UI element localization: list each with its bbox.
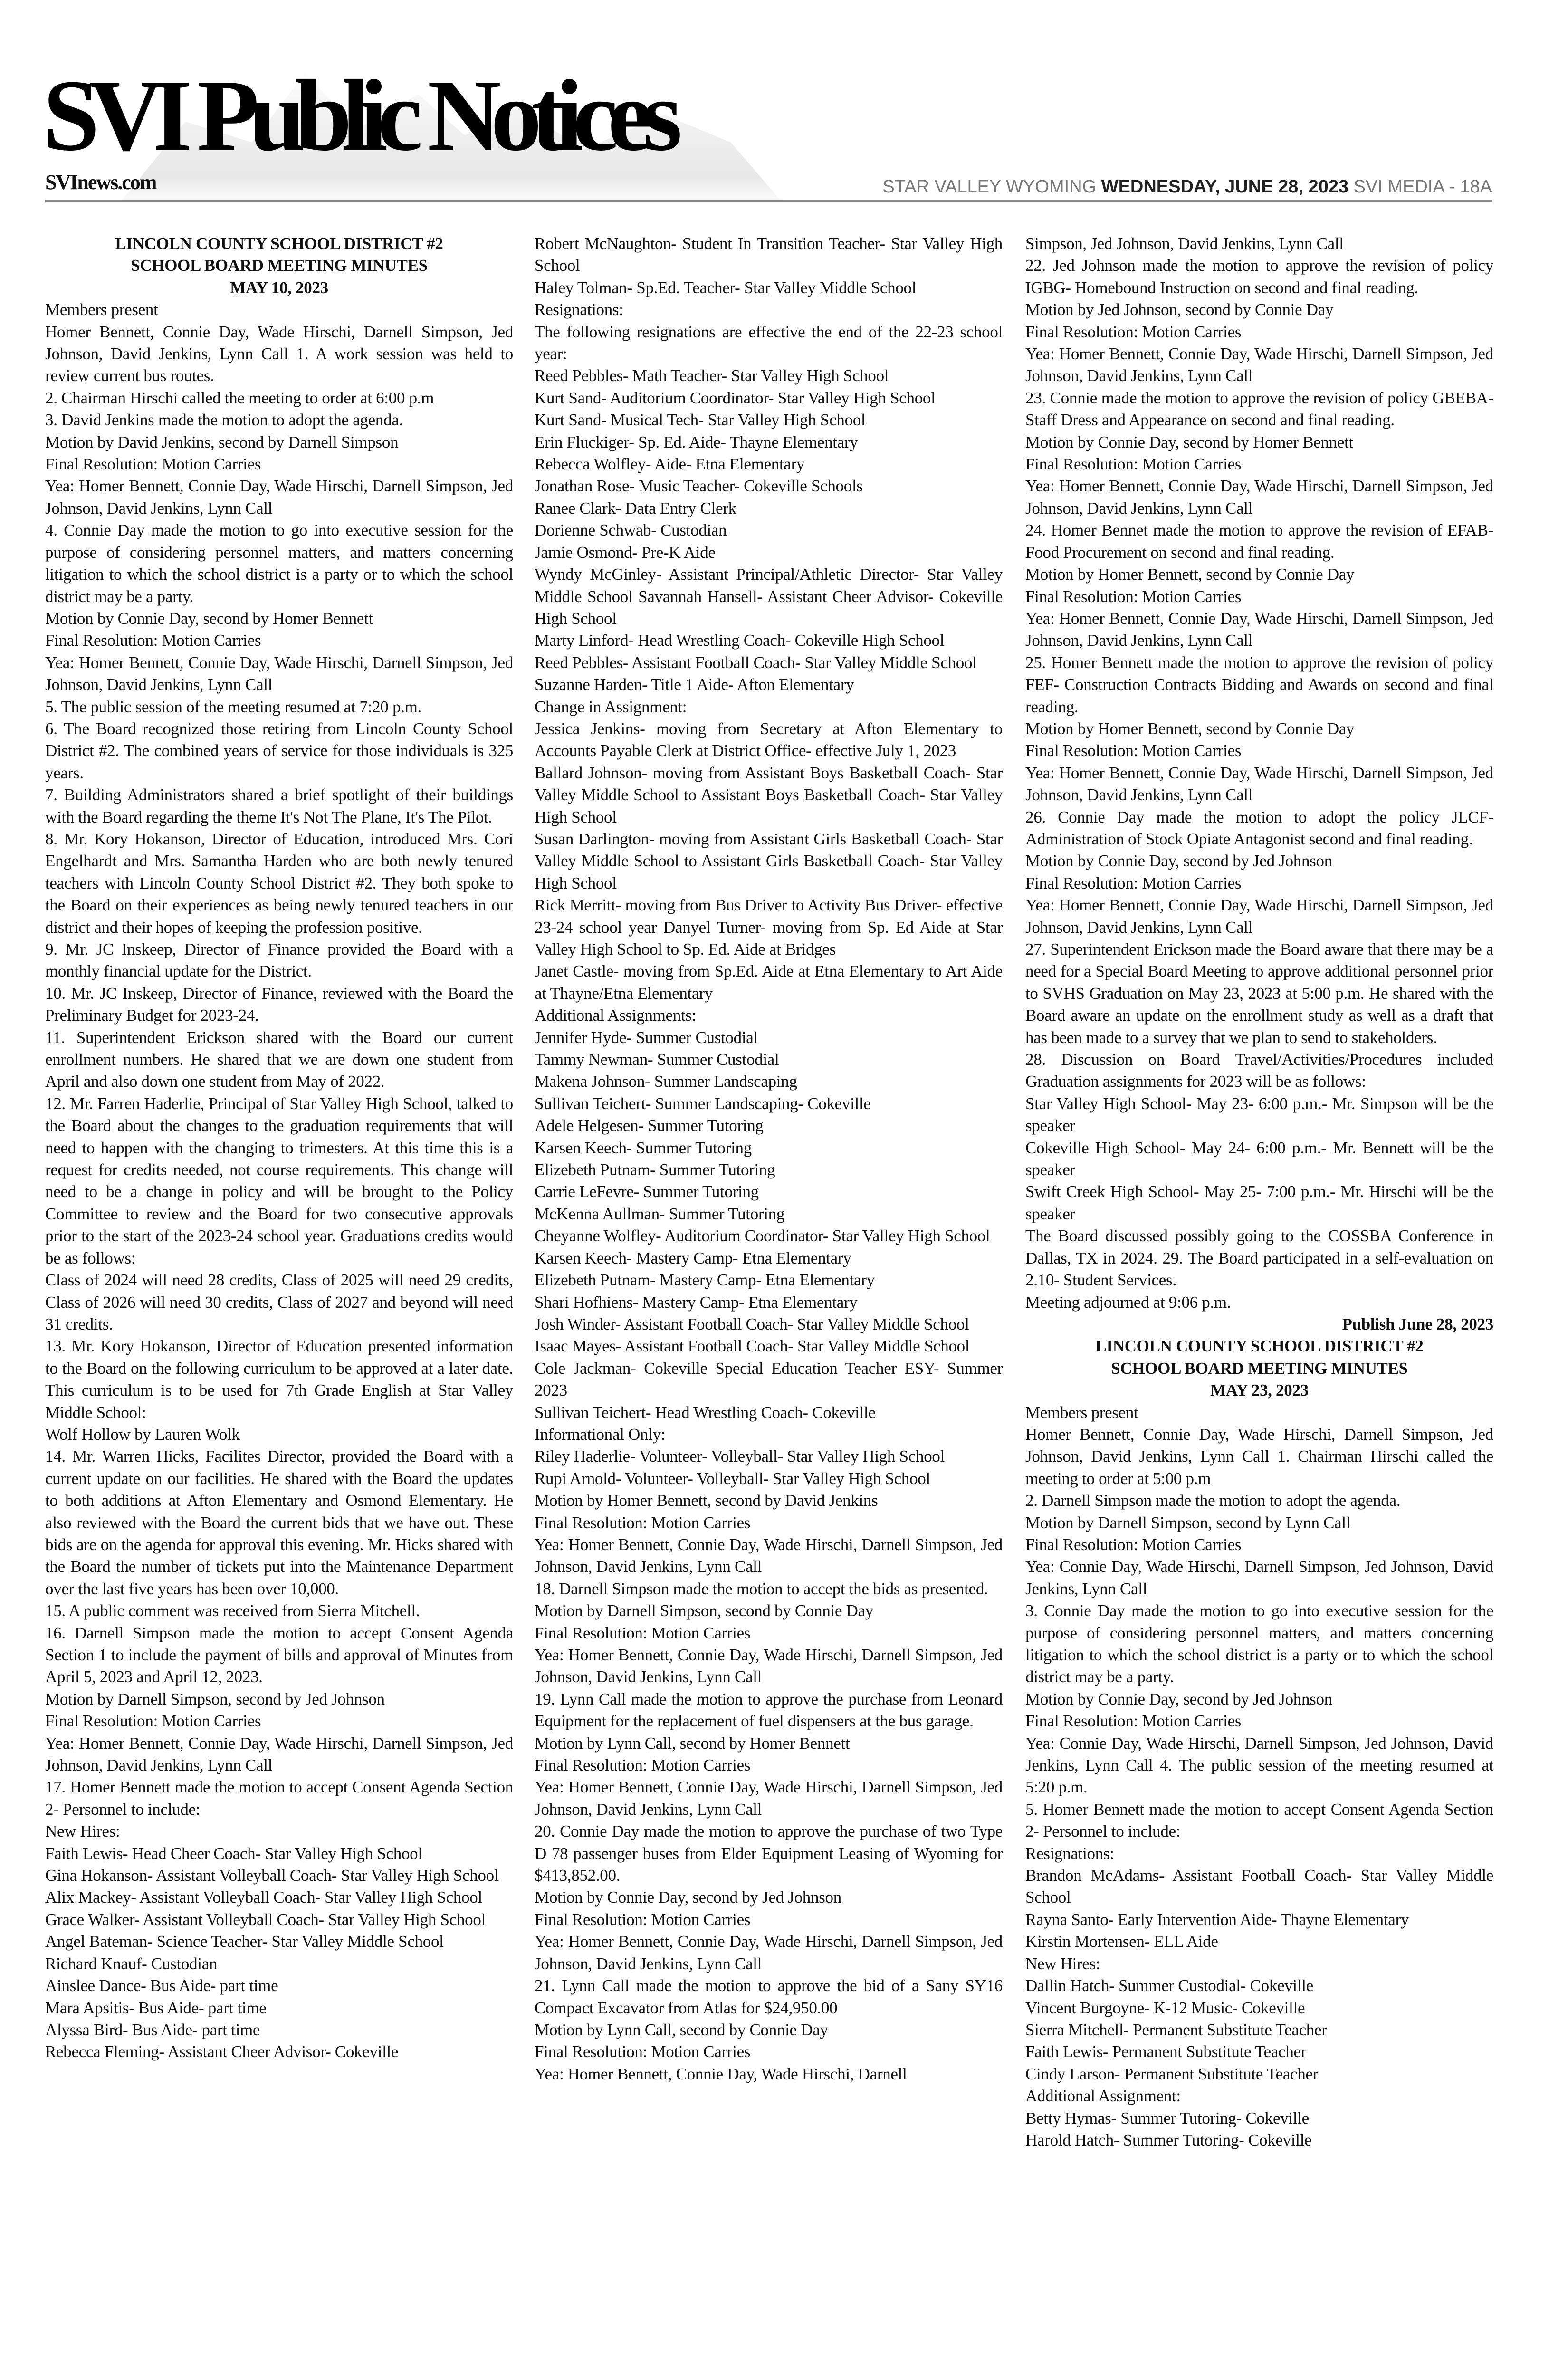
notice-paragraph: Motion by Homer Bennett, second by Connie Day (1025, 719, 1355, 738)
notice-paragraph: Suzanne Harden- Title 1 Aide- Afton Elementary (535, 675, 854, 694)
notice-paragraph: Final Resolution: Motion Carries (535, 1513, 751, 1532)
notice-paragraph: Ballard Johnson- moving from Assistant Boys Basketball Coach- Star Valley Middle School to Assistant Boys Basketball Coach- Star Valley High School (535, 763, 1003, 826)
notice-paragraph: 24. Homer Bennet made the motion to approve the revision of EFAB- Food Procurement on second and final reading. (1025, 521, 1493, 562)
page-title: SVI Public Notices (43, 58, 672, 172)
notice-paragraph: Rebecca Wolfley- Aide- Etna Elementary (535, 455, 805, 474)
notice-paragraph: Haley Tolman- Sp.Ed. Teacher- Star Valley Middle School (535, 278, 917, 297)
notice-paragraph: Brandon McAdams- Assistant Football Coach- Star Valley Middle School (1025, 1866, 1493, 1907)
notice-paragraph: Motion by Connie Day, second by Jed Johnson (1025, 1689, 1332, 1708)
notice-paragraph: Motion by Lynn Call, second by Homer Bennett (535, 1734, 850, 1753)
notice-paragraph: 10. Mr. JC Inskeep, Director of Finance, reviewed with the Board the Preliminary Budget for 2023-24. (45, 984, 513, 1025)
notice-paragraph: 17. Homer Bennett made the motion to accept Consent Agenda Section 2- Personnel to include: (45, 1778, 513, 1819)
notice-paragraph: Change in Assignment: (535, 697, 687, 716)
notice-paragraph: Motion by David Jenkins, second by Darnell Simpson (45, 432, 399, 451)
notice-paragraph: Riley Haderlie- Volunteer- Volleyball- Star Valley High School (535, 1447, 945, 1466)
notice-paragraph: Final Resolution: Motion Carries (535, 1910, 751, 1929)
notice-paragraph: Final Resolution: Motion Carries (535, 1756, 751, 1775)
notice-paragraph: The following resignations are effective the end of the 22-23 school year: (535, 322, 1003, 364)
notice-paragraph: Class of 2024 will need 28 credits, Class of 2025 will need 29 credits, Class of 2026 will need 30 credits, Class of 2027 and beyond will need 31 credits. (45, 1271, 513, 1333)
notice-paragraph: Kurt Sand- Musical Tech- Star Valley High School (535, 411, 866, 430)
notice-paragraph: Kurt Sand- Auditorium Coordinator- Star Valley High School (535, 388, 936, 407)
location: STAR VALLEY WYOMING (882, 177, 1097, 197)
notice-paragraph: Susan Darlington- moving from Assistant Girls Basketball Coach- Star Valley Middle School to Assistant Girls Basketball Coach- Star Valley High School (535, 829, 1003, 892)
notice-paragraph: Members present (1025, 1403, 1138, 1422)
notice-paragraph: Motion by Jed Johnson, second by Connie Day (1025, 300, 1334, 319)
notice-paragraph: 3. Connie Day made the motion to go into executive session for the purpose of considering personnel matters, and matters concerning litigation to which the school district is a party or to which the school district may be a party. (1025, 1601, 1493, 1686)
notice-paragraph: 3. David Jenkins made the motion to adopt the agenda. (45, 411, 403, 430)
notice-paragraph: 16. Darnell Simpson made the motion to accept Consent Agenda Section 1 to include the payment of bills and approval of Minutes from April 5, 2023 and April 12, 2023. (45, 1623, 513, 1686)
notice-paragraph: 20. Connie Day made the motion to approve the purchase of two Type D 78 passenger buses from Elder Equipment Leasing of Wyoming for $413,852.00. (535, 1822, 1003, 1885)
notice-paragraph: 2. Darnell Simpson made the motion to adopt the agenda. (1025, 1491, 1401, 1510)
notice-paragraph: Yea: Homer Bennett, Connie Day, Wade Hirschi, Darnell Simpson, Jed Johnson, David Jenkins, Lynn Call (45, 477, 513, 517)
notice-paragraph: Final Resolution: Motion Carries (1025, 741, 1242, 760)
notice-paragraph: 28. Discussion on Board Travel/Activities/Procedures included Graduation assignments for 2023 will be as follows: (1025, 1050, 1493, 1091)
notice-paragraph: Final Resolution: Motion Carries (45, 455, 261, 474)
notice-paragraph: Faith Lewis- Head Cheer Coach- Star Valley High School (45, 1844, 422, 1863)
notice-paragraph: Yea: Homer Bennett, Connie Day, Wade Hirschi, Darnell Simpson, Jed Johnson, David Jenkins, Lynn Call (45, 1734, 513, 1775)
notice-paragraph: Ainslee Dance- Bus Aide- part time (45, 1976, 278, 1995)
notice-paragraph: 15. A public comment was received from Sierra Mitchell. (45, 1601, 420, 1620)
notice-paragraph: Vincent Burgoyne- K-12 Music- Cokeville (1025, 1998, 1305, 2017)
notice-paragraph: Sierra Mitchell- Permanent Substitute Teacher (1025, 2020, 1327, 2039)
notice-paragraph: Harold Hatch- Summer Tutoring- Cokeville (1025, 2130, 1312, 2149)
notice-paragraph: Jamie Osmond- Pre-K Aide (535, 543, 716, 562)
notice-paragraph: New Hires: (45, 1822, 120, 1841)
notice-heading: LINCOLN COUNTY SCHOOL DISTRICT #2 (115, 234, 443, 253)
notice-paragraph: Jessica Jenkins- moving from Secretary at Afton Elementary to Accounts Payable Clerk at District Office- effective July 1, 2023 (535, 719, 1003, 760)
notice-paragraph: 14. Mr. Warren Hicks, Facilites Director, provided the Board with a current update on our facilities. He shared with the Board the updates to both additions at Afton Elementary and Osmond Elementary. He also reviewed with the Board the current bids that we have out. These bids are on the agenda for approval this evening. Mr. Hicks shared with the Board the number of tickets put into the Maintenance Department over the last five years has been over 10,000. (45, 1447, 513, 1598)
notice-paragraph: Rick Merritt- moving from Bus Driver to Activity Bus Driver- effective 23-24 school year Danyel Turner- moving from Sp. Ed Aide at Star Valley High School to Sp. Ed. Aide at Bridges (535, 896, 1003, 958)
notice-paragraph: Sullivan Teichert- Head Wrestling Coach- Cokeville (535, 1403, 876, 1422)
notice-heading: MAY 23, 2023 (1210, 1381, 1309, 1400)
notice-paragraph: Yea: Homer Bennett, Connie Day, Wade Hirschi, Darnell Simpson, Jed Johnson, David Jenkins, Lynn Call (1025, 896, 1493, 937)
notice-paragraph: 26. Connie Day made the motion to adopt the policy JLCF- Administration of Stock Opiate Antagonist second and final reading. (1025, 807, 1493, 848)
notice-paragraph: Karsen Keech- Summer Tutoring (535, 1138, 752, 1157)
notice-paragraph: 2. Chairman Hirschi called the meeting to order at 6:00 p.m (45, 388, 434, 407)
notice-paragraph: Cokeville High School- May 24- 6:00 p.m.- Mr. Bennett will be the speaker (1025, 1138, 1493, 1179)
notice-paragraph: Reed Pebbles- Math Teacher- Star Valley High School (535, 366, 889, 385)
notice-paragraph: Richard Knauf- Custodian (45, 1954, 218, 1973)
notice-paragraph: Makena Johnson- Summer Landscaping (535, 1072, 797, 1091)
notice-paragraph: 5. The public session of the meeting resumed at 7:20 p.m. (45, 697, 421, 716)
publish-date: Publish June 28, 2023 (1342, 1314, 1493, 1333)
notice-paragraph: Marty Linford- Head Wrestling Coach- Cokeville High School (535, 631, 945, 650)
notice-paragraph: Final Resolution: Motion Carries (535, 2042, 751, 2061)
section-page: SVI MEDIA - 18A (1353, 177, 1492, 197)
notice-paragraph: Alix Mackey- Assistant Volleyball Coach- Star Valley High School (45, 1888, 482, 1907)
notice-paragraph: Yea: Homer Bennett, Connie Day, Wade Hirschi, Darnell Simpson, Jed Johnson, David Jenkins, Lynn Call (535, 1778, 1003, 1819)
notice-paragraph: 23. Connie made the motion to approve the revision of policy GBEBA- Staff Dress and Appearance on second and final reading. (1025, 388, 1493, 430)
notice-paragraph: Isaac Mayes- Assistant Football Coach- Star Valley Middle School (535, 1337, 970, 1356)
notice-paragraph: Cole Jackman- Cokeville Special Education Teacher ESY- Summer 2023 (535, 1359, 1003, 1400)
notice-paragraph: Kirstin Mortensen- ELL Aide (1025, 1932, 1218, 1951)
notice-paragraph: Final Resolution: Motion Carries (1025, 455, 1242, 474)
notice-paragraph: 6. The Board recognized those retiring from Lincoln County School District #2. The combined years of service for those individuals is 325 years. (45, 719, 513, 782)
notice-paragraph: Yea: Homer Bennett, Connie Day, Wade Hirschi, Darnell (535, 2064, 907, 2083)
notice-paragraph: Mara Apsitis- Bus Aide- part time (45, 1998, 267, 2017)
notice-paragraph: Resignations: (535, 300, 623, 319)
notice-paragraph: Shari Hofhiens- Mastery Camp- Etna Elementary (535, 1293, 858, 1312)
column-2 (535, 233, 1003, 2085)
notice-paragraph: 25. Homer Bennett made the motion to approve the revision of policy FEF- Construction Contracts Bidding and Awards on second and final reading. (1025, 653, 1493, 716)
dateline (882, 177, 1492, 197)
notice-paragraph: 27. Superintendent Erickson made the Board aware that there may be a need for a Special Board Meeting to approve additional personnel prior to SVHS Graduation on May 23, 2023 at 5:00 p.m. He shared with the Board aware an update on the enrollment study as well as a draft that has been made to a survey that we plan to send to stakeholders. (1025, 940, 1493, 1047)
notice-heading: MAY 10, 2023 (230, 278, 328, 297)
notice-paragraph: Final Resolution: Motion Carries (1025, 1535, 1242, 1554)
notice-paragraph: Tammy Newman- Summer Custodial (535, 1050, 779, 1069)
notice-paragraph: Grace Walker- Assistant Volleyball Coach- Star Valley High School (45, 1910, 486, 1929)
column-1 (45, 233, 513, 2063)
notice-paragraph: 21. Lynn Call made the motion to approve the bid of a Sany SY16 Compact Excavator from Atlas for $24,950.00 (535, 1976, 1003, 2017)
notice-paragraph: Motion by Connie Day, second by Jed Johnson (1025, 852, 1332, 871)
notice-paragraph: Final Resolution: Motion Carries (45, 631, 261, 650)
notice-paragraph: Motion by Connie Day, second by Homer Bennett (45, 609, 373, 628)
notice-paragraph: 13. Mr. Kory Hokanson, Director of Education presented information to the Board on the following curriculum to be approved at a later date. This curriculum is to be used for 7th Grade English at Star Valley Middle School: (45, 1337, 513, 1422)
notice-paragraph: Homer Bennett, Connie Day, Wade Hirschi, Darnell Simpson, Jed Johnson, David Jenkins, Lynn Call 1. Chairman Hirschi called the meeting to order at 5:00 p.m (1025, 1425, 1493, 1488)
notice-paragraph: Resignations: (1025, 1844, 1114, 1863)
notice-paragraph: 12. Mr. Farren Haderlie, Principal of Star Valley High School, talked to the Board about the changes to the graduation requirements that will need to happen with the changing to trimesters. At this time this is a request for credits needed, not course requirements. This change will need to be a change in policy and will be brought to the Policy Committee to review and the Board for two consecutive approvals prior to the start of the 2023-24 school year. Graduations credits would be as follows: (45, 1094, 513, 1267)
notice-paragraph: Karsen Keech- Mastery Camp- Etna Elementary (535, 1248, 851, 1267)
notice-heading: LINCOLN COUNTY SCHOOL DISTRICT #2 (1095, 1337, 1424, 1356)
notice-paragraph: Sullivan Teichert- Summer Landscaping- Cokeville (535, 1094, 871, 1113)
notice-paragraph: Angel Bateman- Science Teacher- Star Valley Middle School (45, 1932, 444, 1951)
notice-paragraph: Yea: Connie Day, Wade Hirschi, Darnell Simpson, Jed Johnson, David Jenkins, Lynn Call (1025, 1557, 1493, 1598)
notice-paragraph: Cheyanne Wolfley- Auditorium Coordinator- Star Valley High School (535, 1226, 990, 1245)
notice-paragraph: Yea: Homer Bennett, Connie Day, Wade Hirschi, Darnell Simpson, Jed Johnson, David Jenkins, Lynn Call (1025, 609, 1493, 650)
notice-paragraph: Alyssa Bird- Bus Aide- part time (45, 2020, 260, 2039)
notice-paragraph: Motion by Homer Bennett, second by David Jenkins (535, 1491, 878, 1510)
notice-paragraph: Final Resolution: Motion Carries (1025, 322, 1242, 341)
notice-paragraph: 5. Homer Bennett made the motion to accept Consent Agenda Section 2- Personnel to include: (1025, 1800, 1493, 1841)
notice-paragraph: Informational Only: (535, 1425, 666, 1444)
notice-paragraph: Motion by Darnell Simpson, second by Jed Johnson (45, 1689, 385, 1708)
notice-paragraph: Yea: Homer Bennett, Connie Day, Wade Hirschi, Darnell Simpson, Jed Johnson, David Jenkins, Lynn Call (45, 653, 513, 694)
notice-paragraph: Swift Creek High School- May 25- 7:00 p.m.- Mr. Hirschi will be the speaker (1025, 1182, 1493, 1223)
notice-paragraph: Dorienne Schwab- Custodian (535, 521, 727, 540)
notice-paragraph: Star Valley High School- May 23- 6:00 p.m.- Mr. Simpson will be the speaker (1025, 1094, 1493, 1135)
notice-paragraph: Reed Pebbles- Assistant Football Coach- Star Valley Middle School (535, 653, 977, 672)
notice-paragraph: Erin Fluckiger- Sp. Ed. Aide- Thayne Elementary (535, 432, 858, 451)
notice-paragraph: Motion by Connie Day, second by Homer Bennett (1025, 432, 1353, 451)
notice-paragraph: Yea: Connie Day, Wade Hirschi, Darnell Simpson, Jed Johnson, David Jenkins, Lynn Call 4. The public session of the meeting resumed at 5:20 p.m. (1025, 1734, 1493, 1797)
notice-paragraph: Motion by Homer Bennett, second by Connie Day (1025, 565, 1355, 584)
issue-date: WEDNESDAY, JUNE 28, 2023 (1101, 177, 1348, 197)
notice-paragraph: Final Resolution: Motion Carries (535, 1623, 751, 1642)
notice-paragraph: 4. Connie Day made the motion to go into executive session for the purpose of considering personnel matters, and matters concerning litigation to which the school district is a party or to which the school district may be a party. (45, 521, 513, 606)
notice-paragraph: 11. Superintendent Erickson shared with the Board our current enrollment numbers. He shared that we are down one student from April and also down one student from May of 2022. (45, 1028, 513, 1091)
notice-paragraph: Cindy Larson- Permanent Substitute Teacher (1025, 2064, 1319, 2083)
notice-paragraph: Wolf Hollow by Lauren Wolk (45, 1425, 240, 1444)
notice-paragraph: Simpson, Jed Johnson, David Jenkins, Lynn Call (1025, 234, 1344, 253)
notice-paragraph: Adele Helgesen- Summer Tutoring (535, 1116, 764, 1135)
notice-heading: SCHOOL BOARD MEETING MINUTES (1111, 1359, 1408, 1378)
notice-paragraph: Rayna Santo- Early Intervention Aide- Thayne Elementary (1025, 1910, 1409, 1929)
notice-paragraph: Robert McNaughton- Student In Transition Teacher- Star Valley High School (535, 234, 1003, 275)
notice-paragraph: Gina Hokanson- Assistant Volleyball Coach- Star Valley High School (45, 1866, 499, 1885)
notice-paragraph: Carrie LeFevre- Summer Tutoring (535, 1182, 759, 1201)
header-rule (45, 200, 1492, 202)
notice-paragraph: Yea: Homer Bennett, Connie Day, Wade Hirschi, Darnell Simpson, Jed Johnson, David Jenkins, Lynn Call (535, 1535, 1003, 1576)
notice-paragraph: Yea: Homer Bennett, Connie Day, Wade Hirschi, Darnell Simpson, Jed Johnson, David Jenkins, Lynn Call (535, 1932, 1003, 1973)
notice-paragraph: Yea: Homer Bennett, Connie Day, Wade Hirschi, Darnell Simpson, Jed Johnson, David Jenkins, Lynn Call (1025, 763, 1493, 805)
notice-paragraph: Yea: Homer Bennett, Connie Day, Wade Hirschi, Darnell Simpson, Jed Johnson, David Jenkins, Lynn Call (1025, 345, 1493, 385)
notice-paragraph: Dallin Hatch- Summer Custodial- Cokeville (1025, 1976, 1313, 1995)
notice-paragraph: Members present (45, 300, 158, 319)
notice-paragraph: Final Resolution: Motion Carries (45, 1712, 261, 1731)
notice-paragraph: Faith Lewis- Permanent Substitute Teacher (1025, 2042, 1307, 2061)
notice-paragraph: Betty Hymas- Summer Tutoring- Cokeville (1025, 2108, 1309, 2127)
notice-paragraph: Rebecca Fleming- Assistant Cheer Advisor- Cokeville (45, 2042, 399, 2061)
notice-paragraph: 18. Darnell Simpson made the motion to accept the bids as presented. (535, 1579, 988, 1598)
notice-paragraph: The Board discussed possibly going to the COSSBA Conference in Dallas, TX in 2024. 29. The Board participated in a self-evaluation on 2.10- Student Services. (1025, 1226, 1493, 1290)
notice-paragraph: 22. Jed Johnson made the motion to approve the revision of policy IGBG- Homebound Instruction on second and final reading. (1025, 256, 1493, 297)
notice-paragraph: New Hires: (1025, 1954, 1100, 1973)
notice-paragraph: Yea: Homer Bennett, Connie Day, Wade Hirschi, Darnell Simpson, Jed Johnson, David Jenkins, Lynn Call (535, 1646, 1003, 1686)
notice-paragraph: Jennifer Hyde- Summer Custodial (535, 1028, 758, 1047)
notice-paragraph: Motion by Darnell Simpson, second by Connie Day (535, 1601, 874, 1620)
notice-paragraph: Additional Assignments: (535, 1006, 697, 1025)
notice-paragraph: Janet Castle- moving from Sp.Ed. Aide at Etna Elementary to Art Aide at Thayne/Etna Elementary (535, 962, 1003, 1003)
notice-paragraph: Elizebeth Putnam- Summer Tutoring (535, 1160, 775, 1179)
notice-paragraph: Motion by Darnell Simpson, second by Lynn Call (1025, 1513, 1351, 1532)
notice-heading: SCHOOL BOARD MEETING MINUTES (131, 256, 428, 275)
site-link[interactable]: SVInews.com (45, 171, 156, 194)
notice-paragraph: Additional Assignment: (1025, 2087, 1181, 2106)
notice-paragraph: Ranee Clark- Data Entry Clerk (535, 498, 736, 517)
notice-paragraph: 19. Lynn Call made the motion to approve the purchase from Leonard Equipment for the replacement of fuel dispensers at the bus garage. (535, 1689, 1003, 1731)
notice-paragraph: McKenna Aullman- Summer Tutoring (535, 1204, 785, 1223)
notice-paragraph: Rupi Arnold- Volunteer- Volleyball- Star Valley High School (535, 1469, 930, 1488)
notice-paragraph: Josh Winder- Assistant Football Coach- Star Valley Middle School (535, 1314, 969, 1333)
notice-paragraph: Final Resolution: Motion Carries (1025, 587, 1242, 606)
notice-paragraph: 8. Mr. Kory Hokanson, Director of Education, introduced Mrs. Cori Engelhardt and Mrs. Samantha Harden who are both newly tenured teachers with Lincoln County School District #2. They both spoke to the Board on their experiences as being newly tenured teachers in our district and their hopes of keeping the profession positive. (45, 829, 513, 937)
notice-paragraph: Final Resolution: Motion Carries (1025, 1712, 1242, 1731)
notice-paragraph: Motion by Lynn Call, second by Connie Day (535, 2020, 828, 2039)
notice-paragraph: Homer Bennett, Connie Day, Wade Hirschi, Darnell Simpson, Jed Johnson, David Jenkins, Lynn Call 1. A work session was held to review current bus routes. (45, 322, 513, 385)
notice-paragraph: Jonathan Rose- Music Teacher- Cokeville Schools (535, 477, 863, 496)
notice-paragraph: Wyndy McGinley- Assistant Principal/Athletic Director- Star Valley Middle School Savannah Hansell- Assistant Cheer Advisor- Cokeville High School (535, 565, 1003, 628)
notice-paragraph: Final Resolution: Motion Carries (1025, 873, 1242, 892)
notice-paragraph: 7. Building Administrators shared a brief spotlight of their buildings with the Board regarding the theme It's Not The Plane, It's The Pilot. (45, 786, 513, 826)
notice-paragraph: 9. Mr. JC Inskeep, Director of Finance provided the Board with a monthly financial update for the District. (45, 940, 513, 981)
notice-paragraph: Motion by Connie Day, second by Jed Johnson (535, 1888, 841, 1907)
notice-paragraph: Yea: Homer Bennett, Connie Day, Wade Hirschi, Darnell Simpson, Jed Johnson, David Jenkins, Lynn Call (1025, 477, 1493, 517)
notice-paragraph: Elizebeth Putnam- Mastery Camp- Etna Elementary (535, 1271, 875, 1290)
notice-paragraph: Meeting adjourned at 9:06 p.m. (1025, 1293, 1231, 1312)
column-3 (1025, 233, 1493, 2151)
